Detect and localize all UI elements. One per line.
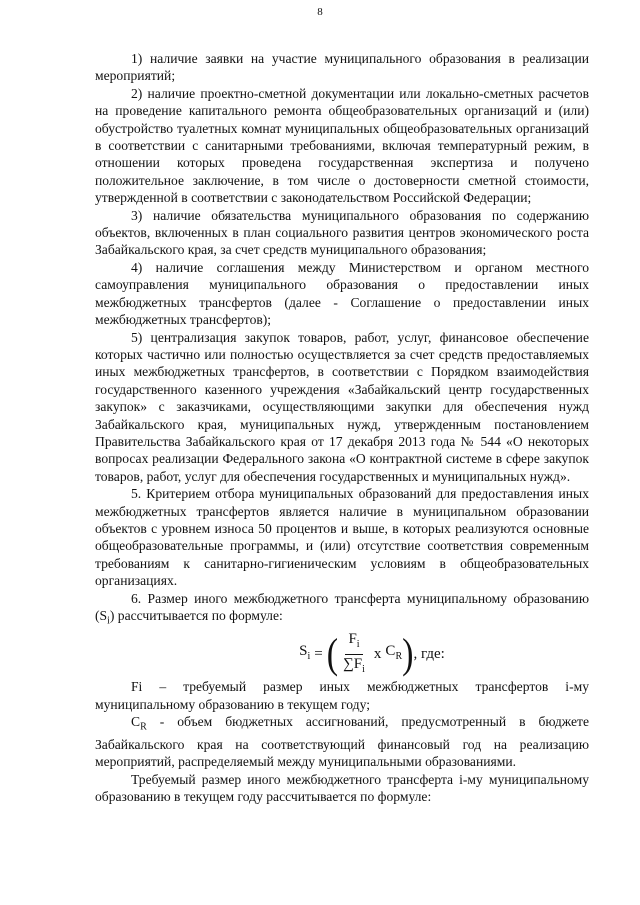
formula-si: [95, 630, 589, 678]
right-paren: ): [402, 630, 414, 678]
p6-suffix: ) рассчитывается по формуле:: [109, 608, 283, 623]
p6-sub: i: [107, 615, 110, 627]
formula-fraction: [340, 630, 368, 679]
formula-tail: , где:: [413, 645, 445, 662]
paragraph-condition-2: 2) наличие проектно-сметной документации или локально-сметных расчетов на проведение капитального ремонта общеобразовательных организаций и (или) обустройство туалетных комнат муниципальных общеобразовательных организаций в соответствии с санитарными требованиями, включая температурный режим, в отношении которых проведена государственная экспертиза и получено положительное заключение, в том числе о достоверности сметной стоимости, утвержденной в соответствии с законодательством Российской Федерации;: [95, 85, 589, 206]
formula-times: x: [373, 645, 382, 662]
definition-fi: Fi – требуемый размер иных межбюджетных трансфертов i-му муниципальному образованию в текущем году;: [95, 679, 589, 712]
paragraph-section-6: [95, 590, 589, 631]
formula-equals: =: [314, 645, 323, 662]
paragraph-condition-1: 1) наличие заявки на участие муниципального образования в реализации мероприятий;: [95, 51, 589, 84]
paragraph-condition-3: 3) наличие обязательства муниципального образования по содержанию объектов, включенных в план социального развития центров экономического роста Забайкальского края, за счет средств муниципального образования;: [95, 207, 589, 258]
definition-cr: $C_R$ - объем бюджетных ассигнований, предусмотренный в бюджете Забайкальского края на соответствующий финансовый год на реализацию мероприятий, распределяемый между муниципальными образованиями.: [95, 713, 589, 770]
formula-cr: $C_R$: [385, 643, 403, 663]
paragraph-condition-5: 5) централизация закупок товаров, работ, услуг, финансовое обеспечение которых частично или полностью осуществляется за счет средств предоставляемых иных межбюджетных трансфертов, в соответствии с Порядком взаимодействия государственного казенного учреждения «Забайкальский центр государственных закупок» с заказчиками, осуществляющими закупки для обеспечения нужд Забайкальского края, муниципальных нужд, утвержденным постановлением Правительства Забайкальского края от 17 декабря 2013 года № 544 «О некоторых вопросах реализации Федерального закона «О контрактной системе в сфере закупок товаров, работ, услуг для обеспечения государственных и муниципальных нужд».: [95, 329, 589, 484]
p6-prefix: 6. Размер иного межбюджетного трансферта муниципальному образованию (S: [95, 590, 589, 623]
fraction-denominator: $\sum F_i$: [343, 656, 365, 676]
fraction-numerator: $F_i$: [345, 630, 362, 655]
paragraph-required-size: Требуемый размер иного межбюджетного трансферта i-му муниципальному образованию в текущем году рассчитывается по формуле:: [95, 771, 589, 805]
paragraph-section-5: 5. Критерием отбора муниципальных образований для предоставления иных межбюджетных трансфертов является наличие в муниципальном образовании объектов с уровнем износа 50 процентов и выше, в которых реализуются основные общеобразовательные программы, и (или) отсутствие соответствия современным требованиям к санитарно-гигиеническим условиям в общеобразовательных организациях.: [95, 486, 589, 589]
document-body: [95, 50, 589, 806]
left-paren: (: [326, 630, 339, 678]
formula-lhs: $S_i$: [299, 643, 311, 663]
page-number: 8: [317, 6, 323, 18]
paragraph-condition-4: 4) наличие соглашения между Министерством и органом местного самоуправления муниципального образования о предоставлении иных межбюджетных трансфертов (далее - Соглашение о предоставлении иных межбюджетных трансфертов);: [95, 259, 589, 328]
